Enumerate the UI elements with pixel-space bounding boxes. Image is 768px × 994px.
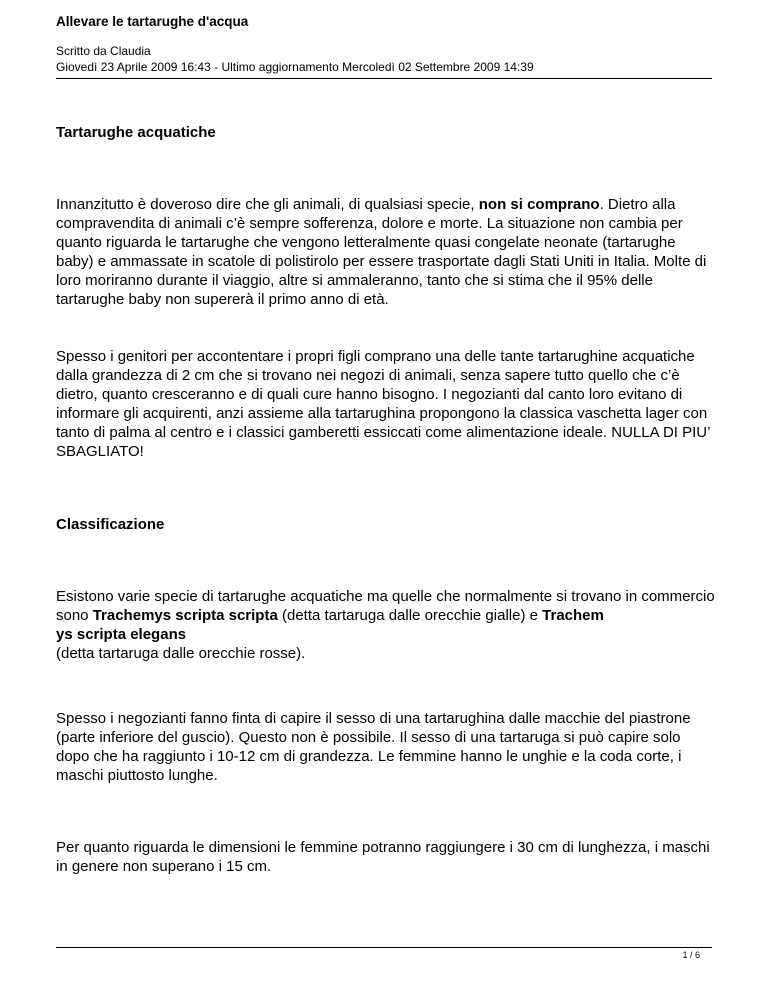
paragraph-dimensioni: Per quanto riguarda le dimensioni le femmine potranno raggiungere i 30 cm di lunghezza, i maschi in genere non superano i 15 cm. (56, 839, 710, 875)
page-number: 1 / 6 (682, 950, 700, 960)
paragraph-intro-bold: non si comprano (478, 196, 600, 213)
paragraph-specie-text-a: Esistono varie specie di tartarughe acquatiche ma quelle che normalmente si trovano in commercio sono (56, 588, 715, 624)
species-name-elegans-b: ys scripta elegans (56, 626, 187, 643)
paragraph-intro-text-b: . Dietro alla compravendita di animali c’è sempre sofferenza, dolore e morte. La situazione non cambia per quanto riguarda le tartarughe che vengono letteralmente quasi congelate neonate (tartarughe baby) e ammassate in scatole di polistirolo per essere trasportate dagli Stati Uniti in Italia. Molte di loro moriranno durante il viaggio, altre si ammaleranno, tanto che si stima che il 95% delle tartarughe baby non supererà il primo anno di età. (56, 196, 707, 308)
section-heading-tartarughe: Tartarughe acquatiche (56, 124, 216, 141)
article-author: Scritto da Claudia (56, 44, 151, 58)
header-divider (56, 78, 712, 79)
paragraph-sesso: Spesso i negozianti fanno finta di capire il sesso di una tartarughina dalle macchie del piastrone (parte inferiore del guscio). Questo non è possibile. Il sesso di una tartaruga si può capire solo dopo che ha raggiunto i 10-12 cm di grandezza. Le femmine hanno le unghie e la coda corte, i maschi piuttosto lunghe. (56, 710, 691, 784)
footer-divider (56, 947, 712, 948)
paragraph-intro (56, 195, 716, 309)
paragraph-intro-text-a: Innanzitutto è doveroso dire che gli animali, di qualsiasi specie, (56, 196, 479, 213)
paragraph-specie-text-b: (detta tartaruga dalle orecchie gialle) e (277, 607, 543, 624)
article-dates: Giovedì 23 Aprile 2009 16:43 - Ultimo aggiornamento Mercoledì 02 Settembre 2009 14:39 (56, 60, 534, 74)
paragraph-specie (56, 587, 716, 663)
paragraph-genitori: Spesso i genitori per accontentare i propri figli comprano una delle tante tartarughine acquatiche dalla grandezza di 2 cm che si trovano nei negozi di animali, senza sapere tutto quello che c’è dietro, quanto cresceranno e di quali cure hanno bisogno. I negozianti dal canto loro evitano di informare gli acquirenti, anzi assieme alla tartarughina propongono la classica vaschetta lager con tanto di palma al centro e i classici gamberetti essiccati come alimentazione ideale. NULLA DI PIU’ SBAGLIATO! (56, 348, 710, 460)
article-title: Allevare le tartarughe d'acqua (56, 14, 249, 29)
section-heading-classificazione: Classificazione (56, 516, 165, 533)
paragraph-specie-text-c: (detta tartaruga dalle orecchie rosse). (56, 645, 306, 662)
species-name-elegans-a: Trachem (542, 607, 604, 624)
species-name-scripta: Trachemys scripta scripta (92, 607, 278, 624)
